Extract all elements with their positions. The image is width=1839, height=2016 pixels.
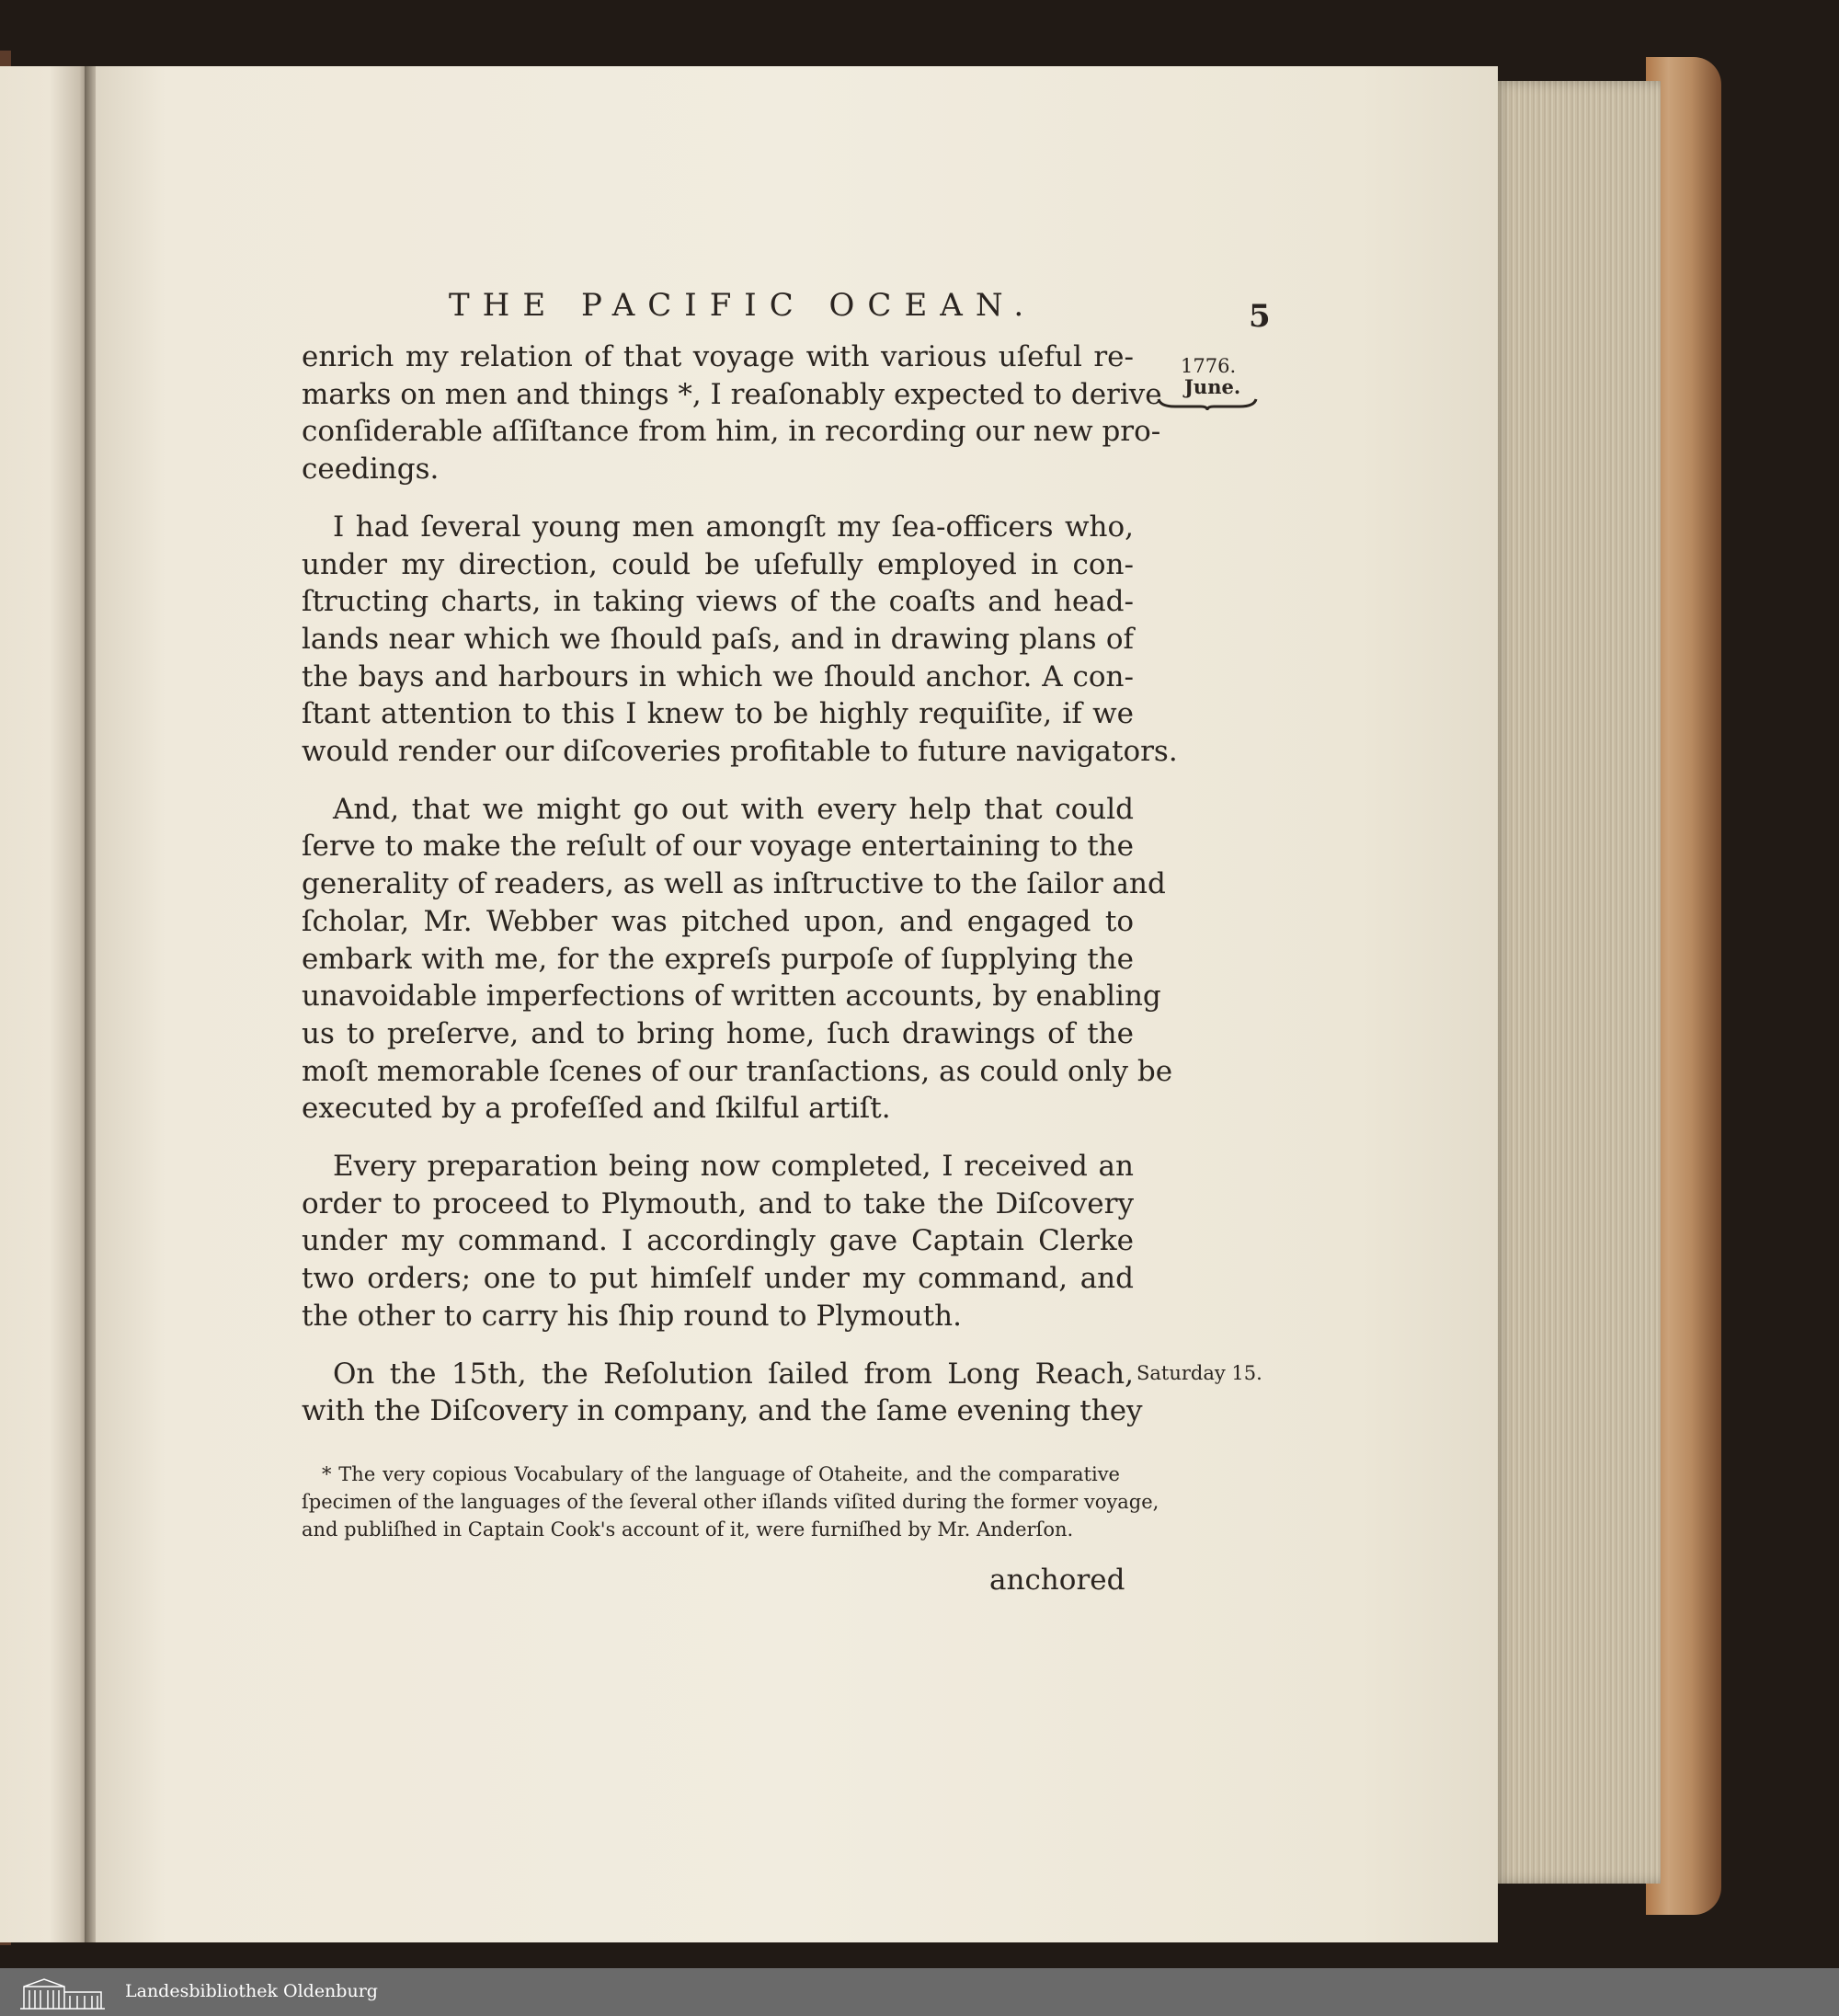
text-line: Every preparation being now completed, I received an [333, 1150, 1134, 1184]
paragraph-5 [302, 1356, 1143, 1430]
text-line: I had ſeveral young men amongſt my ſea-officers who, [333, 510, 1134, 544]
text-line: enrich my relation of that voyage with various uſeful re- [302, 340, 1134, 373]
text-line: ſtructing charts, in taking views of the coaſts and head- [302, 585, 1134, 619]
paragraph-4 [302, 1148, 1134, 1335]
text-line: two orders; one to put himſelf under my command, and [302, 1262, 1134, 1296]
text-line: lands near which we ſhould paſs, and in drawing plans of [302, 622, 1134, 656]
text-line: On the 15th, the Reſolution ſailed from Long Reach, [333, 1357, 1134, 1391]
text-line: embark with me, for the expreſs purpoſe of ſupplying the [302, 942, 1134, 976]
text-line: under my direction, could be uſefully employed in con- [302, 547, 1134, 581]
margin-day-note: Saturday 15. [1137, 1362, 1262, 1384]
library-building-icon [17, 1974, 109, 2010]
text-line: us to preſerve, and to bring home, ſuch drawings of the [302, 1016, 1134, 1050]
text-line: ſtant attention to this I knew to be highly requiſite, if we [302, 697, 1134, 731]
margin-year: 1776. [1181, 355, 1237, 377]
text-line: executed by a profeſſed and ſkilful artiſt. [302, 1092, 891, 1126]
text-line: marks on men and things *, I reaſonably expected to derive [302, 377, 1162, 411]
text-line: the bays and harbours in which we ſhould anchor. A con- [302, 659, 1134, 693]
paragraph-3 [302, 791, 1173, 1128]
paragraph-2 [302, 509, 1178, 771]
text-line: generality of readers, as well as inſtructive to the ſailor and [302, 867, 1166, 901]
text-line: moſt memorable ſcenes of our tranſactions, as could only be [302, 1054, 1173, 1088]
footnote-line: * The very copious Vocabulary of the language of Otaheite, and the comparative [322, 1463, 1120, 1485]
catchword: anchored [989, 1564, 1125, 1597]
text-line: would render our diſcoveries profitable to future navigators. [302, 735, 1178, 769]
paragraph-1 [302, 338, 1162, 488]
footnote-line: ſpecimen of the languages of the ſeveral other iſlands viſited during the former voyage, [302, 1491, 1159, 1513]
text-line: ſerve to make the reſult of our voyage entertaining to the [302, 830, 1134, 864]
running-title: THE PACIFIC OCEAN. [449, 287, 1037, 324]
library-label: Landesbibliothek Oldenburg [125, 1981, 378, 2001]
left-page-edge [0, 66, 90, 1942]
page-fore-edge [1493, 81, 1661, 1884]
text-line: And, that we might go out with every help that could [333, 792, 1134, 826]
footnote-line: and publiſhed in Captain Cook's account of it, were furniſhed by Mr. Anderſon. [302, 1518, 1074, 1541]
margin-brace [1157, 397, 1258, 410]
text-line: conſiderable aſſiſtance from him, in recording our new pro- [302, 415, 1161, 449]
text-line: ſcholar, Mr. Webber was pitched upon, and engaged to [302, 904, 1134, 938]
text-line: under my command. I accordingly gave Captain Clerke [302, 1224, 1134, 1258]
margin-month: June. [1184, 375, 1241, 398]
page-number: 5 [1249, 298, 1271, 335]
footnote [302, 1460, 1159, 1543]
body-text [302, 338, 1178, 1450]
text-line: ceedings. [302, 452, 440, 487]
text-line: unavoidable imperfections of written accounts, by enabling [302, 979, 1161, 1014]
text-line: the other to carry his ſhip round to Plymouth. [302, 1299, 962, 1333]
text-line: with the Diſcovery in company, and the ſame evening they [302, 1394, 1143, 1428]
text-line: order to proceed to Plymouth, and to take the Diſcovery [302, 1186, 1134, 1220]
